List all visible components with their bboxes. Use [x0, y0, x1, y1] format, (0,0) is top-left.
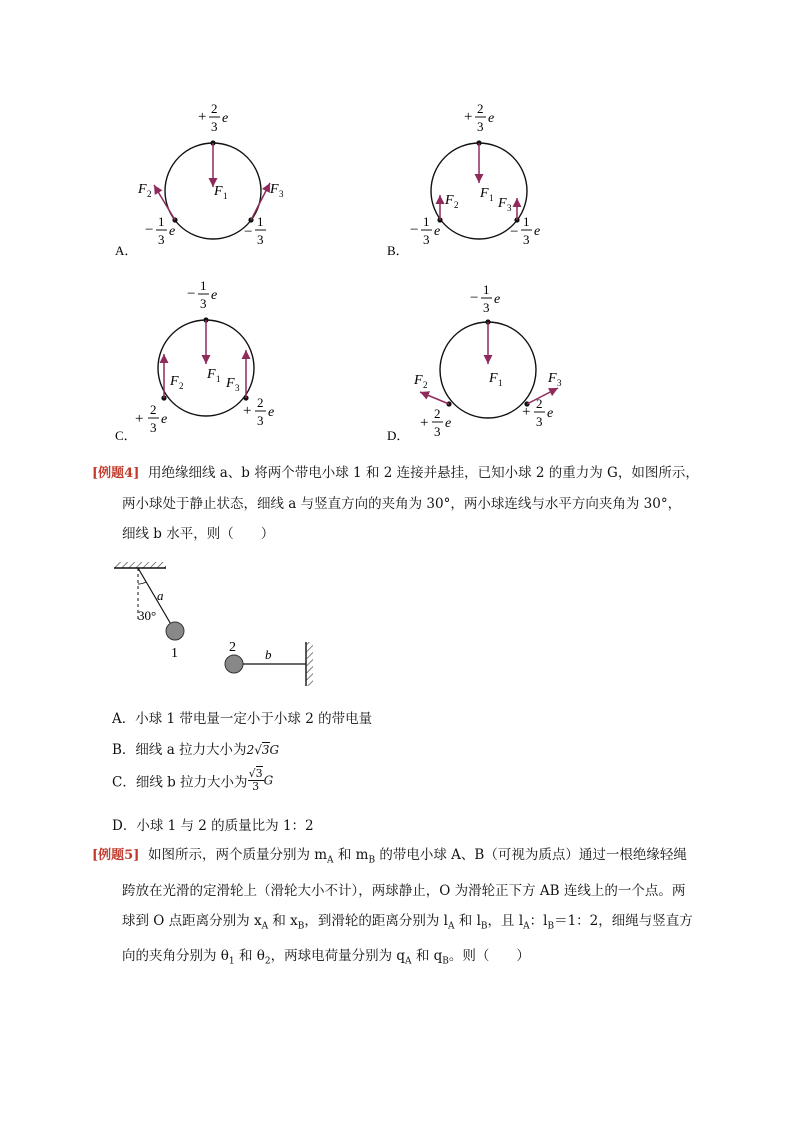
force-f3-label: F	[548, 371, 557, 386]
top-charge-num: 2	[477, 101, 484, 116]
ball-2	[225, 655, 243, 673]
force-f2-label: F	[138, 182, 147, 197]
choice-c-radicand: 3	[255, 767, 263, 780]
t: ，且 l	[487, 912, 524, 929]
force-f2-arrow	[420, 392, 449, 404]
top-charge-unit: e	[222, 111, 229, 126]
right-charge-sign: +	[243, 403, 252, 419]
force-f2-sub: 2	[423, 380, 428, 390]
right-charge-den: 3	[523, 232, 530, 247]
choice-b-unit: G	[269, 743, 280, 757]
example5-line3	[92, 906, 732, 942]
example4-choice-d: D．小球 1 与 2 的质量比为 1：2	[112, 818, 314, 834]
diagram-a	[110, 95, 300, 260]
right-charge-sign: −	[510, 224, 519, 240]
s: 1	[228, 957, 235, 968]
force-f3-label: F	[226, 376, 235, 391]
example5-line2: 跨放在光滑的定滑轮上（滑轮大小不计），两球静止，O 为滑轮正下方 AB 连线上的一个点。两	[122, 882, 686, 899]
right-charge-num: 2	[257, 395, 264, 410]
option-letter-b: B．	[387, 243, 409, 258]
left-charge-unit: e	[169, 224, 176, 239]
example5-tag: [例题5]	[92, 848, 140, 863]
force-f3-sub: 3	[279, 189, 284, 199]
t: 和 θ	[234, 948, 265, 965]
s: A	[448, 921, 455, 932]
left-charge-unit: e	[445, 416, 452, 431]
force-f1-label: F	[214, 184, 223, 199]
s: B	[442, 957, 449, 968]
example4-question	[92, 458, 732, 549]
example5-question	[92, 840, 732, 977]
left-charge-den: 3	[434, 424, 441, 439]
top-charge-unit: e	[211, 288, 218, 303]
right-charge-den: 3	[257, 232, 264, 247]
left-charge-num: 2	[150, 402, 157, 417]
s: B	[480, 921, 488, 932]
force-f2-label: F	[170, 374, 179, 389]
option-letter-a: A．	[115, 243, 138, 258]
left-charge-sign: −	[145, 222, 154, 238]
right-charge-den: 3	[257, 413, 264, 428]
t: 和 l	[454, 912, 481, 929]
t: ＝1：2，细绳与竖直方	[554, 912, 693, 929]
choice-c-fraction: $\frac{√3}{3}$	[248, 767, 263, 793]
left-charge-den: 3	[158, 232, 165, 247]
force-f1-sub: 1	[223, 191, 228, 201]
right-charge-unit: e	[534, 224, 541, 239]
left-charge-den: 3	[150, 420, 157, 435]
s: B	[297, 921, 305, 932]
example5-line1	[92, 840, 732, 876]
t: 球到 O 点距离分别为 x	[122, 912, 262, 929]
diagram-c	[110, 278, 300, 446]
s: B	[368, 855, 376, 866]
top-charge-num: 1	[483, 282, 490, 297]
top-charge-den: 3	[483, 300, 490, 315]
angle-label: 30°	[138, 608, 157, 623]
top-charge-sign: +	[198, 109, 207, 125]
left-charge-num: 1	[423, 214, 430, 229]
left-charge-unit: e	[161, 412, 168, 427]
right-charge-num: 1	[523, 214, 530, 229]
force-f2-label: F	[445, 193, 454, 208]
ball-1-label: 1	[171, 646, 178, 661]
option-letter-d: D．	[387, 428, 410, 443]
example4-figure	[110, 558, 325, 693]
t: 向的夹角分别为 θ	[122, 948, 229, 965]
s: A	[523, 921, 530, 932]
force-f2-sub: 2	[147, 189, 152, 199]
example5-line4	[92, 941, 732, 977]
force-f1-sub: 1	[216, 374, 221, 384]
left-charge-unit: e	[434, 224, 441, 239]
choice-b-formula: 2√3G	[246, 743, 280, 757]
top-charge-num: 1	[200, 278, 207, 293]
force-f3-sub: 3	[235, 383, 240, 393]
t: ，两球电荷量分别为 q	[270, 948, 406, 965]
force-f1-label: F	[489, 371, 498, 386]
t: 和 m	[333, 847, 369, 863]
right-charge-unit: e	[547, 406, 554, 421]
choice-b-coef: 2	[246, 743, 255, 757]
force-f3-sub: 3	[557, 378, 562, 388]
left-charge-sign: +	[135, 411, 144, 427]
s: A	[261, 921, 269, 932]
choice-b-prefix: B．细线 a 拉力大小为	[112, 742, 247, 758]
top-charge-den: 3	[477, 119, 484, 134]
force-f1-label: F	[207, 367, 216, 382]
t: 如图所示，两个质量分别为 m	[147, 847, 328, 863]
choice-c-unit: G	[263, 773, 274, 788]
rope-a-label: a	[157, 588, 164, 603]
right-charge-sign: +	[522, 404, 531, 420]
example4-tag: [例题4]	[92, 466, 140, 481]
example4-line2: 两小球处于静止状态，细线 a 与竖直方向的夹角为 30°，两小球连线与水平方向夹角为 30°，	[122, 496, 682, 512]
example4-choice-c	[112, 768, 273, 802]
force-f3-sub: 3	[507, 203, 512, 213]
top-charge-num: 2	[211, 101, 218, 116]
top-charge-unit: e	[488, 111, 495, 126]
force-f2-label: F	[414, 373, 423, 388]
s: A	[327, 855, 334, 866]
top-charge-den: 3	[200, 296, 207, 311]
t: 和 q	[411, 948, 443, 965]
right-charge-den: 3	[536, 414, 543, 429]
right-charge-num: 1	[257, 214, 264, 229]
force-f3-label: F	[270, 182, 279, 197]
example4-line3: 细线 b 水平，则（ ）	[122, 526, 275, 542]
s: B	[547, 921, 555, 932]
rope-b-label: b	[265, 647, 272, 662]
force-f2-sub: 2	[454, 200, 459, 210]
top-charge-sign: +	[464, 109, 473, 125]
angle-arc	[138, 582, 146, 584]
t: 。则（ ）	[448, 948, 530, 965]
ceiling-hatch	[114, 562, 166, 568]
left-charge-den: 3	[423, 232, 430, 247]
force-f1-label: F	[480, 186, 489, 201]
diagram-b	[382, 95, 572, 260]
ball-1	[166, 622, 184, 640]
t: ：l	[529, 912, 548, 929]
left-charge-sign: −	[410, 222, 419, 238]
force-f2-sub: 2	[179, 381, 184, 391]
right-charge-num: 2	[536, 396, 543, 411]
t: 和 x	[268, 912, 298, 929]
example4-text1: 用绝缘细线 a、b 将两个带电小球 1 和 2 连接并悬挂，已知小球 2 的重力为 G，如图所示，	[147, 465, 699, 481]
top-charge-unit: e	[494, 292, 501, 307]
t: ，到滑轮的距离分别为 l	[304, 912, 448, 929]
choice-b-radicand: 3	[261, 743, 270, 757]
choice-c-prefix: C．细线 b 拉力大小为	[112, 774, 248, 791]
left-charge-sign: +	[420, 415, 429, 431]
left-charge-num: 1	[158, 214, 165, 229]
example4-choice-a: A．小球 1 带电量一定小于小球 2 的带电量	[112, 711, 373, 727]
choice-c-den: 3	[252, 780, 260, 793]
right-charge-sign: −	[244, 224, 253, 240]
example4-choice-b	[112, 738, 279, 758]
top-charge-sign: −	[470, 290, 479, 306]
left-charge-num: 2	[434, 406, 441, 421]
t: 的带电小球 A、B（可视为质点）通过一根绝缘轻绳	[375, 847, 687, 863]
wall-hatch	[306, 642, 313, 686]
top-charge-sign: −	[187, 286, 196, 302]
example4-line1	[92, 458, 732, 489]
s: A	[405, 957, 412, 968]
s: 2	[264, 957, 271, 968]
force-f1-sub: 1	[498, 378, 503, 388]
force-f1-sub: 1	[489, 193, 494, 203]
top-charge-den: 3	[211, 119, 218, 134]
force-f3-label: F	[498, 196, 507, 211]
right-charge-unit: e	[268, 405, 275, 420]
ball-2-label: 2	[229, 640, 236, 655]
option-letter-c: C．	[115, 428, 137, 443]
diagram-d	[382, 278, 572, 446]
